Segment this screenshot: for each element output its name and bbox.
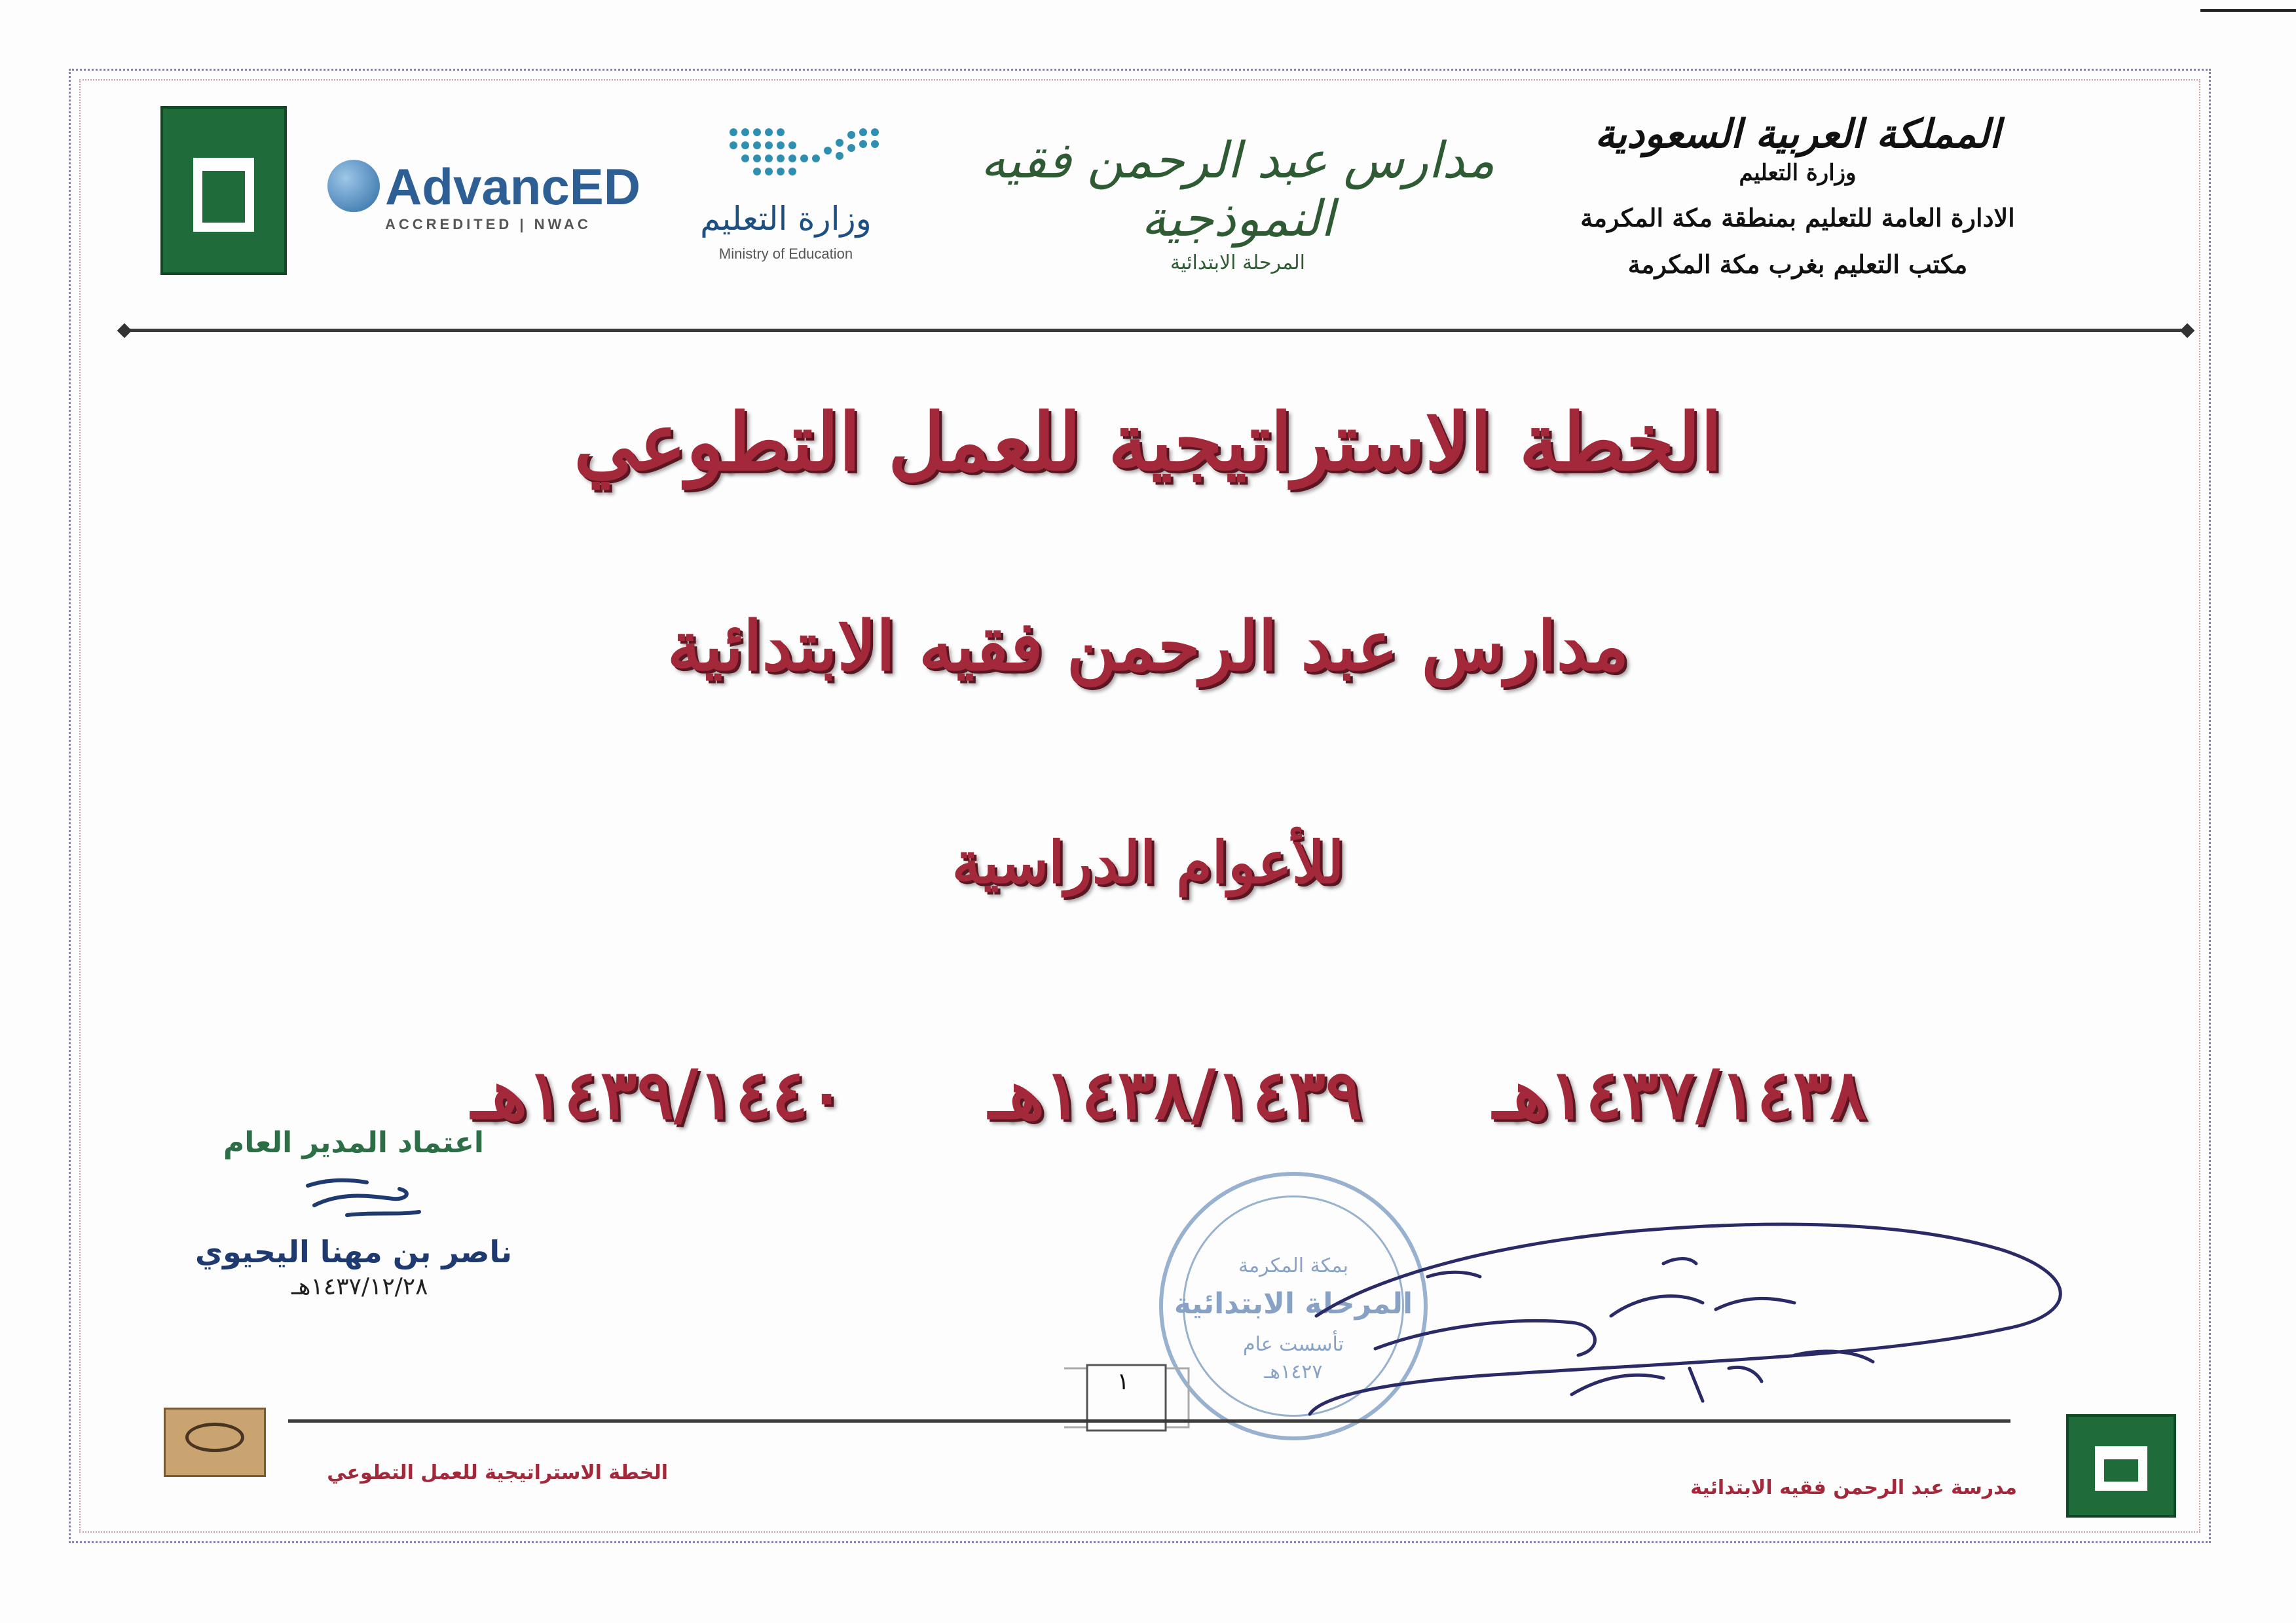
document-title: الخطة الاستراتيجية للعمل التطوعي — [574, 396, 1722, 488]
advanced-logo — [327, 157, 642, 236]
page-number: ١ — [1117, 1368, 1130, 1395]
scan-edge-line — [2200, 9, 2296, 12]
academic-year-2: ١٤٣٨/١٤٣٩هـ — [988, 1054, 1362, 1135]
approval-label: اعتماد المدير العام — [223, 1126, 484, 1159]
director-signature — [151, 1159, 557, 1231]
moe-dots-icon — [727, 124, 884, 177]
footer-school-name: مدرسة عبد الرحمن فقيه الابتدائية — [1690, 1476, 2017, 1499]
footer-divider — [288, 1419, 2010, 1423]
administration-name: الادارة العامة للتعليم بمنطقة مكة المكرمة — [1580, 203, 2015, 232]
moe-logo-arabic: وزارة التعليم — [700, 200, 872, 238]
footer-emblem-logo — [2066, 1414, 2176, 1518]
ministry-of-education-logo — [681, 124, 891, 268]
footer-document-title: الخطة الاستراتيجية للعمل التطوعي — [327, 1461, 668, 1484]
office-name: مكتب التعليم بغرب مكة المكرمة — [1627, 249, 1968, 279]
school-logo-stage: المرحلة الابتدائية — [1170, 251, 1305, 274]
footer-eye-logo — [164, 1408, 266, 1477]
stamp-line-4: ١٤٢٧هـ — [1264, 1360, 1323, 1383]
director-name: ناصر بن مهنا اليحيوي — [195, 1234, 512, 1269]
kingdom-name: المملكة العربية السعودية — [1595, 111, 2001, 157]
globe-icon — [327, 160, 380, 212]
stamp-line-3: تأسست عام — [1243, 1333, 1344, 1356]
eye-icon — [185, 1423, 244, 1452]
stamp-line-2: المرحلة الابتدائية — [1174, 1287, 1413, 1321]
academic-years — [393, 1054, 1866, 1152]
approval-date: ١٤٣٧/١٢/٢٨هـ — [291, 1273, 428, 1300]
approval-block — [151, 1126, 557, 1300]
school-calligraphy-logo — [976, 131, 1500, 274]
stamp-line-1: بمكة المكرمة — [1238, 1254, 1348, 1277]
advanced-subtitle: ACCREDITED | NWAC — [385, 216, 591, 232]
years-label: للأعوام الدراسية — [952, 828, 1344, 896]
ministry-name: وزارة التعليم — [1739, 160, 1857, 186]
advanced-title: AdvancED — [385, 158, 641, 215]
academic-year-1: ١٤٣٧/١٤٣٨هـ — [1492, 1054, 1866, 1135]
school-emblem-logo — [160, 106, 287, 275]
principal-signature — [1297, 1198, 2102, 1473]
school-name: مدارس عبد الرحمن فقيه الابتدائية — [667, 606, 1629, 686]
official-header — [1526, 111, 2069, 279]
header-divider — [124, 329, 2187, 332]
academic-year-3: ١٤٣٩/١٤٤٠هـ — [471, 1054, 845, 1135]
moe-logo-english: Ministry of Education — [718, 246, 853, 262]
school-logo-name: مدارس عبد الرحمن فقيه النموذجية — [980, 131, 1495, 247]
